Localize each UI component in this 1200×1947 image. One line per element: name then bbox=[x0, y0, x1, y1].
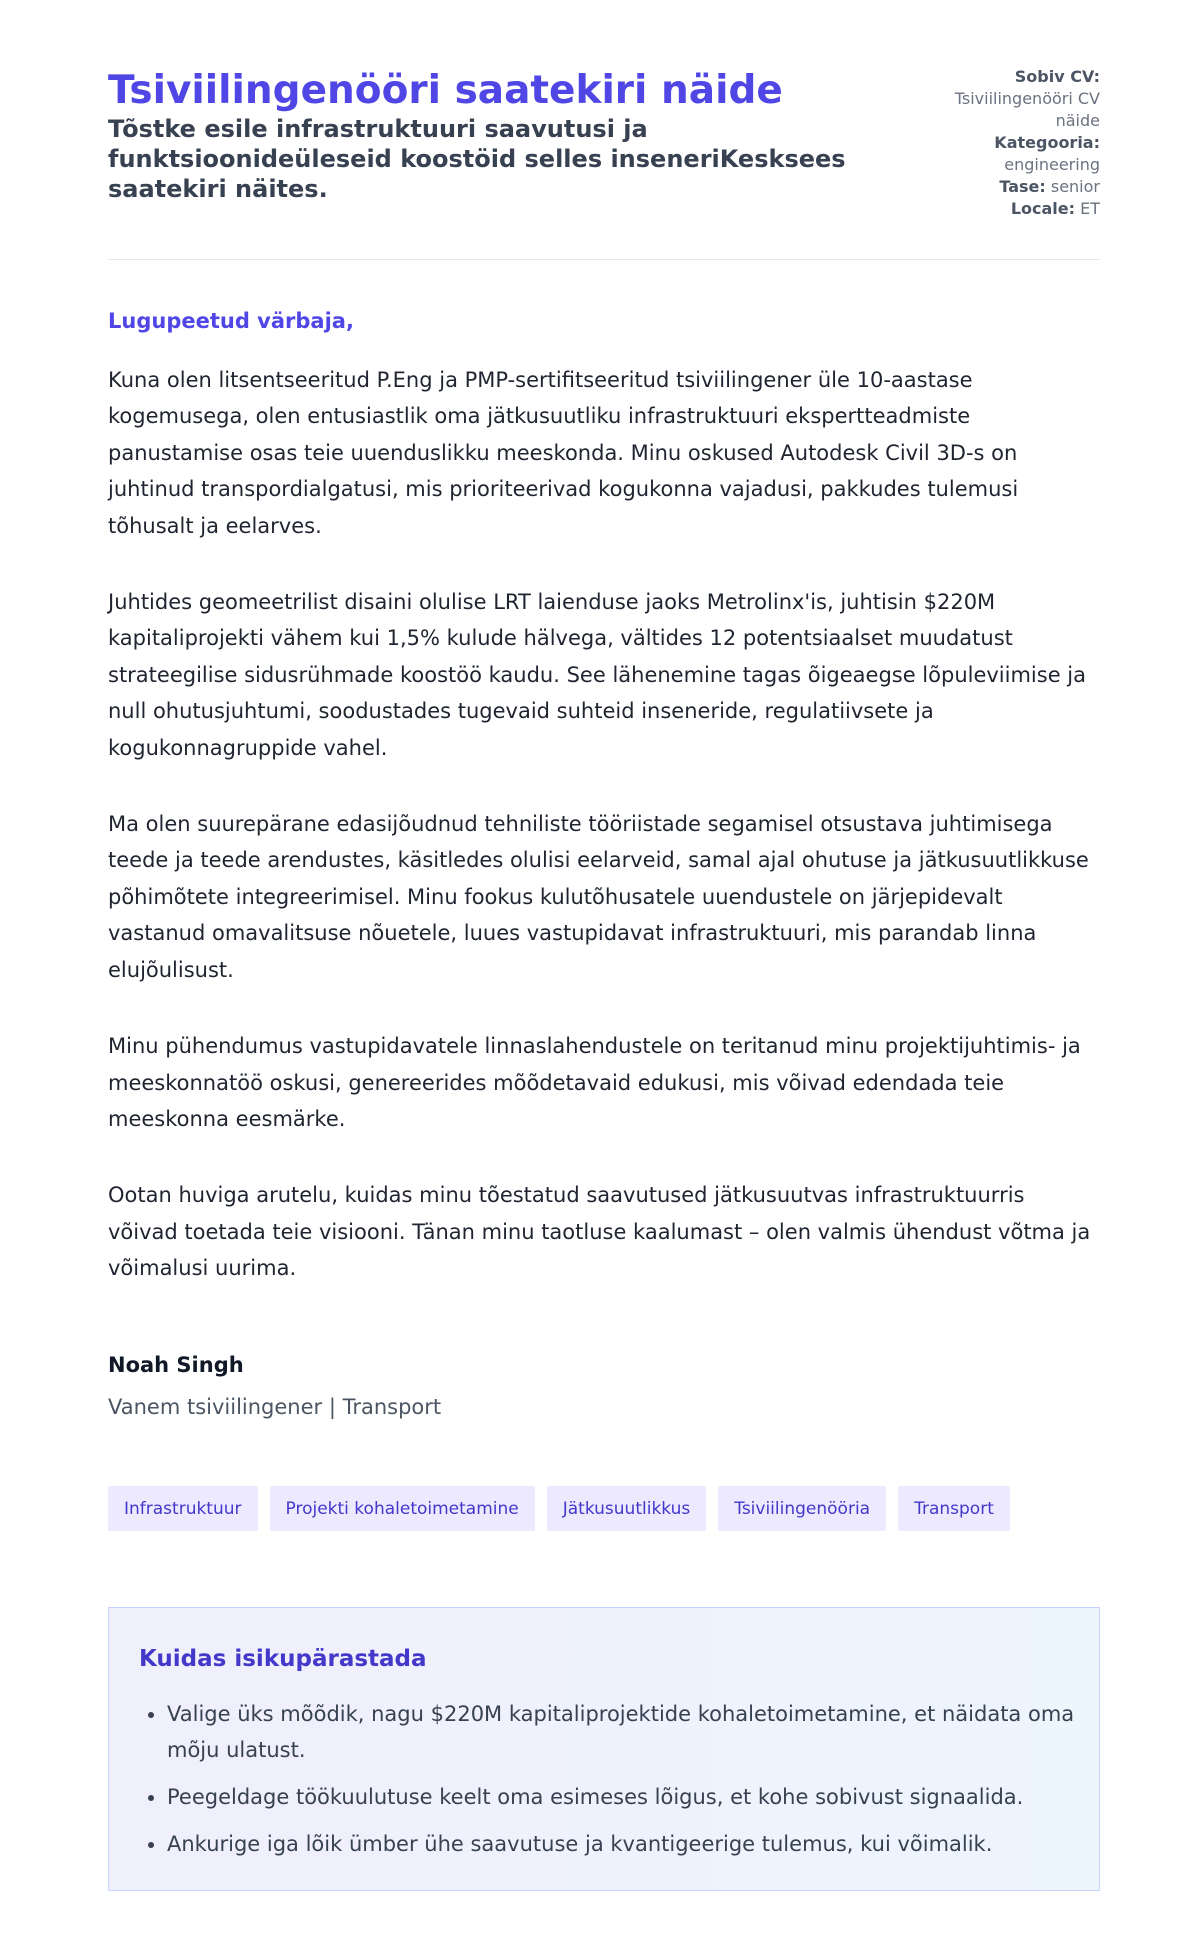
letter-paragraph: Ma olen suurepärane edasijõudnud tehniliste tööriistade segamisel otsustava juhtimisega teede ja teede arendustes, käsitledes olulisi eelarveid, samal ajal ohutuse ja jätkusuutlikkuse põhimõtete integreerimisel. Minu fookus kulutõhusatele uuendustele on järjepidevalt vastanud omavalitsuse nõuetele, luues vastupidavat infrastruktuuri, mis parandab linna elujõulisust. bbox=[108, 812, 1089, 982]
tag-list bbox=[108, 1486, 1010, 1531]
meta-locale-value: ET bbox=[1080, 199, 1100, 218]
tag-civil-engineering[interactable]: Tsiviilingenööria bbox=[718, 1486, 886, 1531]
meta-level-key: Tase: bbox=[999, 177, 1046, 196]
meta-cv-link[interactable]: Tsiviilingenööri CV näide bbox=[954, 89, 1100, 130]
meta-cv bbox=[930, 66, 1100, 132]
letter-paragraph: Minu pühendumus vastupidavatele linnaslahendustele on teritanud minu projektijuhtimis- ja meeskonnatöö oskusi, genereerides mõõdetavaid edukusi, mis võivad edendada teie meeskonna eesmärke. bbox=[108, 1034, 1081, 1131]
letter-paragraph: Juhtides geomeetrilist disaini olulise LRT laienduse jaoks Metrolinx'is, juhtisin $220M kapitaliprojekti vähem kui 1,5% kulude hälvega, vältides 12 potentsiaalset muudatust strateegilise sidusrühmade koostöö kaudu. See lähenemine tagas õigeaegse lõpuleviimise ja null ohutusjuhtumi, soodustades tugevaid suhteid inseneride, regulatiivsete ja kogukonnagruppide vahel. bbox=[108, 590, 1087, 760]
letter-paragraph: Kuna olen litsentseeritud P.Eng ja PMP-sertifitseeritud tsiviilingener üle 10-aastase kogemusega, olen entusiastlik oma jätkusuutliku infrastruktuuri ekspertteadmiste panustamise osas teie uuenduslikku meeskonda. Minu oskused Autodesk Civil 3D-s on juhtinud transpordialgatusi, mis prioriteerivad kogukonna vajadusi, pakkudes tulemusi tõhusalt ja eelarves. bbox=[108, 368, 1019, 538]
letter-body bbox=[108, 362, 1100, 1327]
tag-sustainability[interactable]: Jätkusuutlikkus bbox=[547, 1486, 707, 1531]
meta-level bbox=[930, 176, 1100, 198]
letter-paragraph: Ootan huviga arutelu, kuidas minu tõestatud saavutused jätkusuutvas infrastruktuurris võivad toetada teie visiooni. Tänan minu taotluse kaalumast – olen valmis ühendust võtma ja võimalusi uurima. bbox=[108, 1183, 1091, 1281]
tips-title: Kuidas isikupärastada bbox=[139, 1646, 427, 1672]
signature-name: Noah Singh bbox=[108, 1353, 244, 1377]
page-title: Tsiviilingenööri saatekiri näide bbox=[108, 68, 783, 113]
letter-greeting: Lugupeetud värbaja, bbox=[108, 309, 354, 333]
meta-level-value: senior bbox=[1050, 177, 1100, 196]
meta-panel bbox=[930, 66, 1100, 220]
meta-category bbox=[930, 132, 1100, 176]
cover-letter-page bbox=[108, 0, 1100, 1856]
tip-item: • Peegeldage töökuulutuse keelt oma esimeses lõigus, et kohe sobivust signaalida. bbox=[167, 1779, 1087, 1815]
meta-category-value: engineering bbox=[1004, 155, 1100, 174]
signature-role: Vanem tsiviilingener | Transport bbox=[108, 1395, 442, 1419]
meta-locale-key: Locale: bbox=[1010, 199, 1076, 218]
page-subtitle: Tõstke esile infrastruktuuri saavutusi ja funktsioonideüleseid koostöid selles inseneriKesksees saatekiri näites. bbox=[108, 115, 846, 203]
signature-block bbox=[108, 1350, 441, 1422]
tag-project-delivery[interactable]: Projekti kohaletoimetamine bbox=[270, 1486, 535, 1531]
page-header bbox=[108, 0, 1100, 260]
tip-item: • Valige üks mõõdik, nagu $220M kapitaliprojektide kohaletoimetamine, et näidata oma mõju ulatust. bbox=[167, 1696, 1087, 1768]
tag-transport[interactable]: Transport bbox=[898, 1486, 1010, 1531]
tag-infrastructure[interactable]: Infrastruktuur bbox=[108, 1486, 258, 1531]
meta-cv-key: Sobiv CV: bbox=[1014, 67, 1100, 86]
tips-list bbox=[139, 1696, 1087, 1873]
meta-locale bbox=[930, 198, 1100, 220]
tip-item: • Ankurige iga lõik ümber ühe saavutuse ja kvantigeerige tulemus, kui võimalik. bbox=[167, 1826, 1087, 1862]
meta-category-key: Kategooria: bbox=[994, 133, 1100, 152]
personalization-tips-box bbox=[108, 1607, 1100, 1891]
